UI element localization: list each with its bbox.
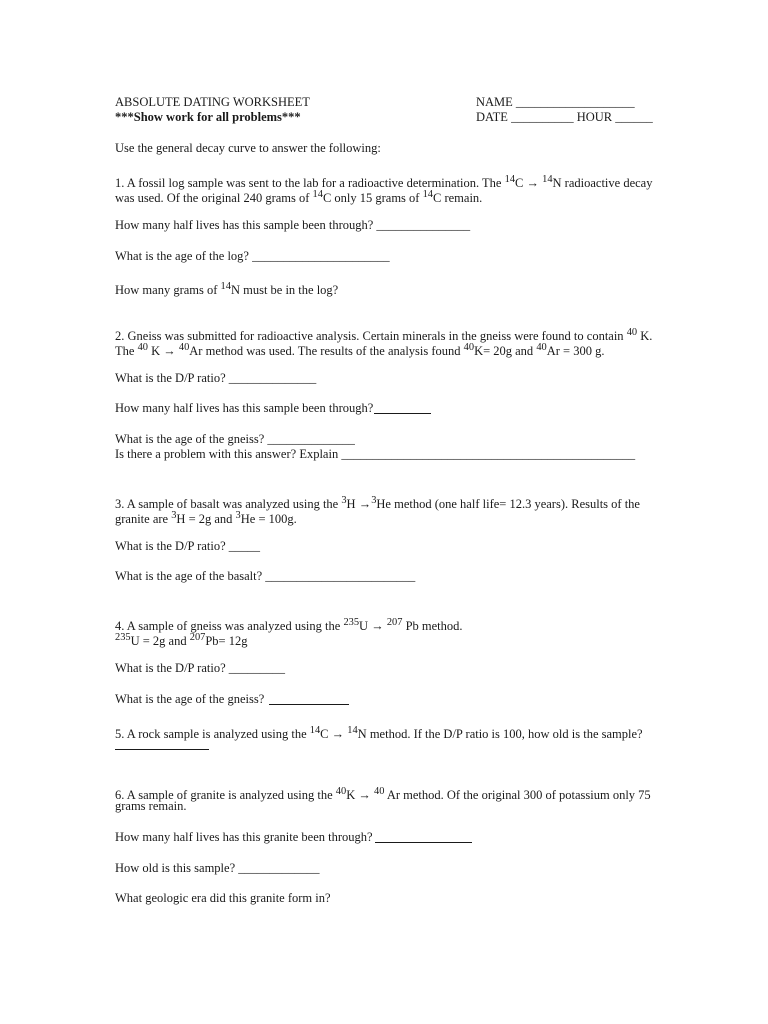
q1-sup-14b: 14 [542,174,553,185]
q1-text-a: 1. A fossil log sample was sent to the lab for a radioactive determination. The [115,176,505,191]
q2-age: What is the age of the gneiss? ______________ [115,432,355,446]
q5-answer-line[interactable] [115,749,209,750]
q3-l2c: He = 100g. [240,512,297,527]
q3-age: What is the age of the basalt? ________________________ [115,569,416,583]
q2-half-lives-answer-line[interactable] [374,413,431,414]
q4-line2 [115,630,247,649]
q2-half-lives-text: How many half lives has this sample been through? [115,401,374,415]
q3-line2 [115,508,297,527]
q6-sup-40b: 40 [373,786,385,797]
q1-sup-14a: 14 [504,174,516,185]
date-hour-field: DATE __________ HOUR ______ [476,110,653,124]
q4-age-answer-line[interactable] [269,704,349,705]
q6-half-lives-text: How many half lives has this granite been through? [115,830,373,844]
q1-sup-14e: 14 [220,281,231,292]
q2-sup-40b: 40 [137,342,148,353]
q3-sup-3d: 3 [235,510,241,521]
q2-problem: Is there a problem with this answer? Explain _______________________________________________ [115,447,636,461]
q4-age-text: What is the age of the gneiss? [115,692,265,706]
q4-pb: Pb method. [402,619,463,634]
q2-sup-40d: 40 [463,342,475,353]
q3-dp: What is the D/P ratio? _____ [115,539,260,553]
q6-line2: grams remain. [115,799,187,813]
q3-sup-3a: 3 [341,495,347,506]
q1-line2b: C only 15 grams of [322,191,423,206]
q1-line2a: was used. Of the original 240 grams of [115,191,313,206]
intro-text: Use the general decay curve to answer the following: [115,141,381,155]
q4-u-arrow: U → [359,619,387,634]
q4-dp: What is the D/P ratio? _________ [115,661,285,675]
q1-line2 [115,187,482,206]
q4-age [115,692,264,707]
q6-sup-40a: 40 [335,786,347,797]
worksheet-subtitle [115,110,301,125]
q5-line1 [115,723,643,742]
q3-l2b: H = 2g and [176,512,236,527]
q1-n-decay: N radioactive decay [552,176,653,191]
subtitle-text: ***Show work for all problems*** [115,110,301,124]
name-field: NAME ___________________ [476,95,635,109]
q6-half-lives [115,830,373,845]
q3-text-a: 3. A sample of basalt was analyzed using the [115,497,342,512]
q2-half-lives [115,401,373,416]
q2-sup-40e: 40 [536,342,547,353]
q6-half-lives-answer-line[interactable] [375,842,472,843]
q1-grams [115,279,338,298]
q3-sup-3b: 3 [371,495,377,506]
q1-sup-14d: 14 [422,189,433,200]
q5-text-c: N method. If the D/P ratio is 100, how old is the sample? [357,727,643,742]
q6-text-c: Ar method. Of the original 300 of potassium only 75 [384,788,651,803]
q1-grams-a: How many grams of [115,283,221,298]
q4-sup-235b: 235 [115,632,131,643]
q3-l2a: granite are [115,512,172,527]
q5-sup-14a: 14 [309,725,321,736]
q2-line2 [115,340,604,359]
q5-sup-14b: 14 [347,725,358,736]
q2-l2b: K → [147,344,179,359]
q3-he: He method (one half life= 12.3 years). Results of the [376,497,640,512]
q2-l2a: The [115,344,138,359]
q5-text-a: 5. A rock sample is analyzed using the [115,727,310,742]
q1-age: What is the age of the log? ______________________ [115,249,390,263]
q4-l2a: U = 2g and [130,634,190,649]
q2-l2c: Ar method was used. The results of the analysis found [189,344,464,359]
q1-sup-14c: 14 [312,189,323,200]
q1-line2c: C remain. [433,191,483,206]
worksheet-title: ABSOLUTE DATING WORKSHEET [115,95,310,109]
q6-era: What geologic era did this granite form in? [115,891,331,905]
q1-c-arrow: C → [515,176,543,191]
q2-l2d: K= 20g and [474,344,537,359]
q4-text-a: 4. A sample of gneiss was analyzed using the [115,619,344,634]
q1-half-lives: How many half lives has this sample been through? _______________ [115,218,471,232]
q6-line1 [115,784,651,803]
q1-grams-b: N must be in the log? [230,283,339,298]
q2-sup-40c: 40 [178,342,190,353]
q4-l2b: Pb= 12g [205,634,248,649]
q3-h-arrow: H → [346,497,372,512]
q4-sup-207b: 207 [189,632,206,643]
q6-text-b: K → [346,788,374,803]
q2-k-dot: K. [637,329,653,344]
q5-text-b: C → [320,727,348,742]
q6-text-a: 6. A sample of granite is analyzed using the [115,788,336,803]
q6-age: How old is this sample? _____________ [115,861,320,875]
q2-sup-40a: 40 [626,327,638,338]
q2-dp: What is the D/P ratio? ______________ [115,371,317,385]
q3-sup-3c: 3 [171,510,177,521]
q4-sup-207a: 207 [386,617,403,628]
q2-l2e: Ar = 300 g. [546,344,605,359]
q4-sup-235a: 235 [343,617,360,628]
q2-text-a: 2. Gneiss was submitted for radioactive analysis. Certain minerals in the gneiss were found to contain [115,329,627,344]
